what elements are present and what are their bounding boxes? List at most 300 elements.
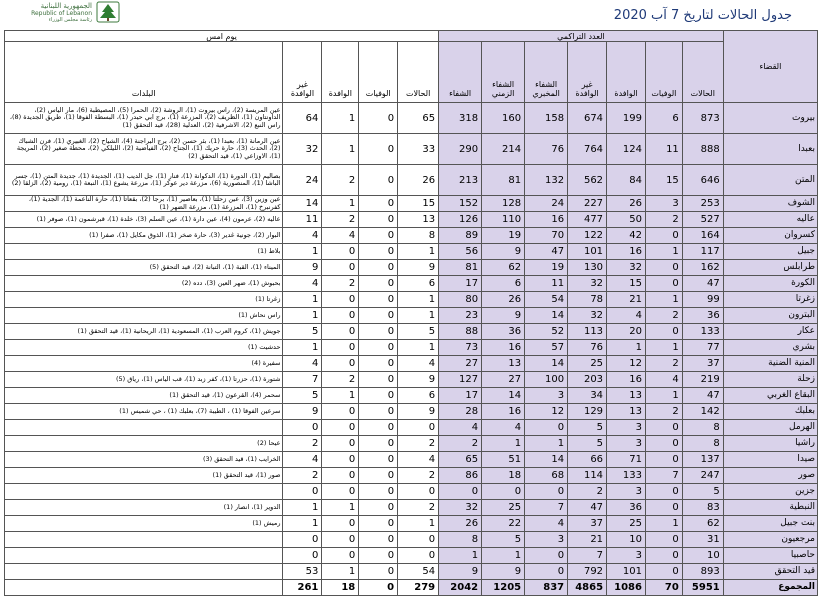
cell-total: 133 — [682, 324, 723, 340]
cell-recovered-lab: 16 — [525, 212, 568, 228]
cell-recovered-lab: 158 — [525, 103, 568, 134]
cell-non-arrivals: 113 — [568, 324, 607, 340]
cell-arrivals: 15 — [607, 276, 646, 292]
cell-non-arrivals: 122 — [568, 228, 607, 244]
cell-y-cases: 1 — [398, 516, 439, 532]
cell-non-arrivals: 7 — [568, 548, 607, 564]
cell-deaths: 2 — [645, 308, 682, 324]
cell-y-deaths: 0 — [359, 532, 398, 548]
cell-deaths: 1 — [645, 388, 682, 404]
cell-recovered-time: 25 — [482, 500, 525, 516]
cell-district: الشوف — [723, 196, 817, 212]
cell-recovered-time: 16 — [482, 404, 525, 420]
cell-y-arrivals: 0 — [322, 548, 359, 564]
cell-towns: حدشيت (1) — [5, 340, 283, 356]
cell-total: 117 — [682, 244, 723, 260]
cell-recovered-lab: 3 — [525, 388, 568, 404]
table-row — [5, 324, 818, 340]
cell-arrivals: 36 — [607, 500, 646, 516]
cell-y-non-arrivals: 9 — [283, 260, 322, 276]
col-district: القضاء — [723, 31, 817, 103]
cell-y-deaths: 0 — [359, 276, 398, 292]
cell-total: 137 — [682, 452, 723, 468]
cell-deaths: 0 — [645, 452, 682, 468]
cell-y-cases: 0 — [398, 420, 439, 436]
cell-total: 219 — [682, 372, 723, 388]
cell-y-cases: 2 — [398, 500, 439, 516]
cell-towns: رميش (1) — [5, 516, 283, 532]
cell-y-arrivals: 2 — [322, 372, 359, 388]
col-deaths: الوفيات — [645, 42, 682, 103]
cell-y-deaths: 0 — [359, 548, 398, 564]
cell-y-arrivals: 1 — [322, 500, 359, 516]
cell-recovered-lab: 3 — [525, 532, 568, 548]
cell-non-arrivals: 32 — [568, 276, 607, 292]
cell-recovered-time: 4 — [482, 420, 525, 436]
cell-y-non-arrivals: 1 — [283, 308, 322, 324]
cell-recovered-time: 22 — [482, 516, 525, 532]
cell-y-arrivals: 0 — [322, 452, 359, 468]
cell-recovered-time: 81 — [482, 165, 525, 196]
table-row — [5, 134, 818, 165]
cell-deaths: 3 — [645, 196, 682, 212]
cell-y-non-arrivals: 1 — [283, 292, 322, 308]
cell-district: الهرمل — [723, 420, 817, 436]
cell-y-non-arrivals: 2 — [283, 468, 322, 484]
cell-recovered: 8 — [439, 532, 482, 548]
cell-arrivals: 16 — [607, 372, 646, 388]
cell-recovered-lab: 57 — [525, 340, 568, 356]
cell-district: المتن — [723, 165, 817, 196]
cell-y-arrivals: 2 — [322, 165, 359, 196]
cell-y-arrivals: 0 — [322, 404, 359, 420]
cell-district: زحلة — [723, 372, 817, 388]
cell-total: 47 — [682, 388, 723, 404]
cell-deaths: 15 — [645, 165, 682, 196]
cell-recovered-lab: 100 — [525, 372, 568, 388]
table-row — [5, 404, 818, 420]
cell-recovered: 17 — [439, 276, 482, 292]
cell-towns: الخرايب (1)، قيد التحقق (3) — [5, 452, 283, 468]
cell-arrivals: 21 — [607, 292, 646, 308]
table-row — [5, 484, 818, 500]
cell-deaths: 0 — [645, 564, 682, 580]
cell-y-arrivals: 0 — [322, 340, 359, 356]
cell-recovered-time: 36 — [482, 324, 525, 340]
cell-total: 83 — [682, 500, 723, 516]
cell-y-cases: 9 — [398, 372, 439, 388]
cell-total: 893 — [682, 564, 723, 580]
cell-y-cases: 1 — [398, 292, 439, 308]
cell-y-deaths: 0 — [359, 134, 398, 165]
cell-arrivals: 32 — [607, 260, 646, 276]
cell-district: عاليه — [723, 212, 817, 228]
cell-towns — [5, 420, 283, 436]
cell-recovered-lab: 14 — [525, 356, 568, 372]
cell-arrivals: 12 — [607, 356, 646, 372]
col-recovered: الشفاء — [439, 42, 482, 103]
cell-district: راشيا — [723, 436, 817, 452]
cell-total: 47 — [682, 276, 723, 292]
cell-recovered-lab: 837 — [525, 580, 568, 596]
cell-y-arrivals: 0 — [322, 516, 359, 532]
cell-y-deaths: 0 — [359, 388, 398, 404]
cell-total: 62 — [682, 516, 723, 532]
cell-recovered-time: 27 — [482, 372, 525, 388]
cell-y-non-arrivals: 0 — [283, 484, 322, 500]
cell-towns: عين وزين (3)، عين زحلتا (1)، بعاصير (1)، برجا (2)، بقعاتا (1)، حارة الناعمة (1)، الجدية (1)، كفرنبرخ (1)، المزرعة (1)، مزرعة الضهر (1) — [5, 196, 283, 212]
cell-y-arrivals: 0 — [322, 468, 359, 484]
cell-recovered-time: 214 — [482, 134, 525, 165]
cell-y-cases: 26 — [398, 165, 439, 196]
cell-towns: عيحا (2) — [5, 436, 283, 452]
table-row — [5, 212, 818, 228]
table-row — [5, 228, 818, 244]
cell-recovered: 290 — [439, 134, 482, 165]
cell-non-arrivals: 764 — [568, 134, 607, 165]
cases-table-container — [4, 30, 818, 596]
cell-y-cases: 4 — [398, 452, 439, 468]
col-non-arrivals: غير الوافدة — [568, 42, 607, 103]
cell-arrivals: 71 — [607, 452, 646, 468]
cell-arrivals: 1 — [607, 340, 646, 356]
cell-y-arrivals: 18 — [322, 580, 359, 596]
cell-towns: سحمر (4)، القرعون (1)، قيد التحقق (1) — [5, 388, 283, 404]
col-y-cases: الحالات — [398, 42, 439, 103]
cell-y-non-arrivals: 4 — [283, 228, 322, 244]
cell-district: زغرتا — [723, 292, 817, 308]
cell-y-deaths: 0 — [359, 324, 398, 340]
cell-non-arrivals: 78 — [568, 292, 607, 308]
cell-y-non-arrivals: 4 — [283, 452, 322, 468]
cell-total: 8 — [682, 436, 723, 452]
cell-district: المنية الضنية — [723, 356, 817, 372]
cell-district: النبطية — [723, 500, 817, 516]
cell-arrivals: 42 — [607, 228, 646, 244]
cell-recovered-lab: 0 — [525, 420, 568, 436]
cell-recovered-lab: 4 — [525, 516, 568, 532]
cell-total: 253 — [682, 196, 723, 212]
cell-recovered: 152 — [439, 196, 482, 212]
cell-towns: الميناء (1)، القبة (1)، التبانة (2)، قيد التحقق (5) — [5, 260, 283, 276]
cell-deaths: 0 — [645, 420, 682, 436]
cell-recovered: 73 — [439, 340, 482, 356]
cell-towns: البوار (2)، جونية غدير (3)، حارة صخر (1)، الذوق مكايل (1)، صفرا (1) — [5, 228, 283, 244]
cell-district: الكورة — [723, 276, 817, 292]
col-y-arrivals: الوافدة — [322, 42, 359, 103]
cell-recovered: 28 — [439, 404, 482, 420]
cell-total: 31 — [682, 532, 723, 548]
cell-recovered-lab: 0 — [525, 564, 568, 580]
cell-y-non-arrivals: 9 — [283, 404, 322, 420]
cell-towns: شتورة (1)، حزرتا (1)، كفر زبد (1)، قب الياس (1)، رياق (5) — [5, 372, 283, 388]
cell-y-cases: 0 — [398, 532, 439, 548]
cell-non-arrivals: 34 — [568, 388, 607, 404]
group-cumulative: العدد التراكمي — [439, 31, 724, 42]
cell-y-deaths: 0 — [359, 260, 398, 276]
cell-total: 36 — [682, 308, 723, 324]
cell-towns: عين الرمانة (1)، بعبدا (1)، بئر حسن (2)، برج البراجنة (4)، الشياح (2)، الغبيري (1)، فرن الشباك (2)، الحدث (3)، حارة حريك (1)، الجناح (2)، الفياضية (2)، الليلكي (2)، محطة صغير (2)، المريجة (1)، الاوزاعي (1)، قيد التحقق (2) — [5, 134, 283, 165]
cell-y-deaths: 0 — [359, 516, 398, 532]
cell-recovered-lab: 0 — [525, 548, 568, 564]
cell-towns: الدوير (1)، انصار (1) — [5, 500, 283, 516]
cell-towns: عين المريسة (2)، راس بيروت (1)، الروشة (2)، الحمرا (5)، المصيطبة (6)، مار الياس (2)، الداونتاون (1)، الظريف (2)، المزرعة (1)، برج ابي حيدر (1)، البسطة الفوقا (1)، طريق الجديدة (8)، راس النبع (2)، الاشرفية (2)، العدلية (28)، قيد التحقق (1) — [5, 103, 283, 134]
cell-recovered-time: 13 — [482, 356, 525, 372]
cell-recovered: 9 — [439, 564, 482, 580]
cell-non-arrivals: 101 — [568, 244, 607, 260]
cell-y-deaths: 0 — [359, 103, 398, 134]
cell-y-cases: 6 — [398, 388, 439, 404]
cell-deaths: 0 — [645, 484, 682, 500]
cell-towns — [5, 484, 283, 500]
cell-towns: بلاط (1) — [5, 244, 283, 260]
cell-y-arrivals: 0 — [322, 324, 359, 340]
cell-total: 888 — [682, 134, 723, 165]
cell-y-deaths: 0 — [359, 468, 398, 484]
cell-total: 164 — [682, 228, 723, 244]
cell-recovered-time: 9 — [482, 564, 525, 580]
cell-recovered: 81 — [439, 260, 482, 276]
cell-recovered: 213 — [439, 165, 482, 196]
cell-recovered: 88 — [439, 324, 482, 340]
cell-district: صيدا — [723, 452, 817, 468]
cell-recovered-time: 5 — [482, 532, 525, 548]
cell-recovered: 86 — [439, 468, 482, 484]
cell-y-cases: 2 — [398, 436, 439, 452]
cell-arrivals: 1086 — [607, 580, 646, 596]
cell-y-non-arrivals: 1 — [283, 244, 322, 260]
cell-deaths: 0 — [645, 548, 682, 564]
cell-y-cases: 8 — [398, 228, 439, 244]
cell-district: بيروت — [723, 103, 817, 134]
cell-district: البقاع الغربي — [723, 388, 817, 404]
cell-arrivals: 84 — [607, 165, 646, 196]
cell-non-arrivals: 37 — [568, 516, 607, 532]
table-row — [5, 276, 818, 292]
col-towns: البلدات — [5, 42, 283, 103]
government-logo — [2, 0, 122, 26]
cell-y-deaths: 0 — [359, 404, 398, 420]
cell-deaths: 0 — [645, 324, 682, 340]
cell-deaths: 1 — [645, 244, 682, 260]
table-row — [5, 292, 818, 308]
table-row — [5, 468, 818, 484]
col-total: الحالات — [682, 42, 723, 103]
cell-y-deaths: 0 — [359, 165, 398, 196]
cell-y-cases: 13 — [398, 212, 439, 228]
cell-recovered-lab: 19 — [525, 260, 568, 276]
cell-recovered-lab: 52 — [525, 324, 568, 340]
cell-total: 873 — [682, 103, 723, 134]
cell-total: 247 — [682, 468, 723, 484]
cell-y-deaths: 0 — [359, 372, 398, 388]
cell-total: 77 — [682, 340, 723, 356]
cell-y-deaths: 0 — [359, 452, 398, 468]
cell-non-arrivals: 25 — [568, 356, 607, 372]
cell-y-deaths: 0 — [359, 340, 398, 356]
cell-y-non-arrivals: 1 — [283, 516, 322, 532]
table-row — [5, 420, 818, 436]
cell-recovered: 26 — [439, 516, 482, 532]
table-row — [5, 103, 818, 134]
cell-y-deaths: 0 — [359, 500, 398, 516]
table-row — [5, 244, 818, 260]
cell-deaths: 2 — [645, 356, 682, 372]
cell-y-cases: 33 — [398, 134, 439, 165]
cell-y-cases: 0 — [398, 484, 439, 500]
cell-arrivals: 4 — [607, 308, 646, 324]
cell-deaths: 1 — [645, 340, 682, 356]
cell-y-cases: 0 — [398, 548, 439, 564]
cell-district: بنت جبيل — [723, 516, 817, 532]
cell-towns: راس نحاش (1) — [5, 308, 283, 324]
cell-recovered-time: 26 — [482, 292, 525, 308]
cell-arrivals: 13 — [607, 404, 646, 420]
cell-recovered-lab: 70 — [525, 228, 568, 244]
cell-non-arrivals: 203 — [568, 372, 607, 388]
cell-deaths: 7 — [645, 468, 682, 484]
cell-y-non-arrivals: 4 — [283, 356, 322, 372]
cell-recovered: 23 — [439, 308, 482, 324]
cell-recovered: 65 — [439, 452, 482, 468]
cell-y-deaths: 0 — [359, 244, 398, 260]
col-recovered-lab: الشفاء المخبري — [525, 42, 568, 103]
cell-non-arrivals: 5 — [568, 420, 607, 436]
cell-y-cases: 9 — [398, 260, 439, 276]
cell-recovered-lab: 132 — [525, 165, 568, 196]
cell-non-arrivals: 76 — [568, 340, 607, 356]
cell-total: 5951 — [682, 580, 723, 596]
cell-arrivals: 133 — [607, 468, 646, 484]
cell-y-arrivals: 0 — [322, 420, 359, 436]
cell-deaths: 0 — [645, 260, 682, 276]
cell-towns — [5, 580, 283, 596]
cell-recovered-time: 128 — [482, 196, 525, 212]
cell-recovered: 318 — [439, 103, 482, 134]
cell-total: 37 — [682, 356, 723, 372]
cell-y-deaths: 0 — [359, 564, 398, 580]
table-row — [5, 196, 818, 212]
cell-district: بشري — [723, 340, 817, 356]
cell-y-non-arrivals: 5 — [283, 324, 322, 340]
cell-total: 646 — [682, 165, 723, 196]
cell-arrivals: 10 — [607, 532, 646, 548]
cell-y-non-arrivals: 14 — [283, 196, 322, 212]
cell-district: طرابلس — [723, 260, 817, 276]
cell-district: عكار — [723, 324, 817, 340]
cell-non-arrivals: 674 — [568, 103, 607, 134]
cell-total: 5 — [682, 484, 723, 500]
cell-arrivals: 16 — [607, 244, 646, 260]
cell-recovered-time: 110 — [482, 212, 525, 228]
cell-y-cases: 1 — [398, 244, 439, 260]
cell-district: بعبدا — [723, 134, 817, 165]
cell-non-arrivals: 562 — [568, 165, 607, 196]
table-row — [5, 548, 818, 564]
cell-towns — [5, 532, 283, 548]
cell-y-non-arrivals: 0 — [283, 420, 322, 436]
cell-arrivals: 3 — [607, 484, 646, 500]
cell-recovered: 2042 — [439, 580, 482, 596]
cell-y-non-arrivals: 0 — [283, 548, 322, 564]
cell-recovered-lab: 11 — [525, 276, 568, 292]
cell-y-arrivals: 0 — [322, 436, 359, 452]
cell-deaths: 0 — [645, 500, 682, 516]
cell-y-arrivals: 0 — [322, 244, 359, 260]
cell-recovered-time: 14 — [482, 388, 525, 404]
cell-recovered: 4 — [439, 420, 482, 436]
cell-total: 99 — [682, 292, 723, 308]
cell-recovered-time: 9 — [482, 308, 525, 324]
table-row — [5, 500, 818, 516]
cell-y-cases: 1 — [398, 340, 439, 356]
cell-arrivals: 50 — [607, 212, 646, 228]
cell-y-non-arrivals: 5 — [283, 388, 322, 404]
cell-district: قيد التحقق — [723, 564, 817, 580]
cell-non-arrivals: 21 — [568, 532, 607, 548]
cell-recovered: 0 — [439, 484, 482, 500]
table-row — [5, 372, 818, 388]
cell-towns: بحبوش (1)، ضهر العين (3)، دده (2) — [5, 276, 283, 292]
cases-table — [4, 30, 818, 596]
cell-y-non-arrivals: 32 — [283, 134, 322, 165]
cell-arrivals: 3 — [607, 420, 646, 436]
cell-y-arrivals: 2 — [322, 212, 359, 228]
cell-recovered-time: 16 — [482, 340, 525, 356]
cell-recovered-time: 51 — [482, 452, 525, 468]
cell-y-deaths: 0 — [359, 484, 398, 500]
cell-total: 10 — [682, 548, 723, 564]
cell-recovered-lab: 76 — [525, 134, 568, 165]
cell-y-non-arrivals: 0 — [283, 532, 322, 548]
cell-non-arrivals: 477 — [568, 212, 607, 228]
cell-deaths: 2 — [645, 404, 682, 420]
cell-y-deaths: 0 — [359, 228, 398, 244]
cell-y-cases: 279 — [398, 580, 439, 596]
cell-non-arrivals: 129 — [568, 404, 607, 420]
cell-recovered-lab: 14 — [525, 308, 568, 324]
cell-total: 142 — [682, 404, 723, 420]
cell-arrivals: 101 — [607, 564, 646, 580]
cell-towns: زغرتا (1) — [5, 292, 283, 308]
cell-y-cases: 65 — [398, 103, 439, 134]
cell-non-arrivals: 114 — [568, 468, 607, 484]
cell-arrivals: 25 — [607, 516, 646, 532]
cell-y-cases: 4 — [398, 356, 439, 372]
cell-y-arrivals: 1 — [322, 103, 359, 134]
cell-total: 162 — [682, 260, 723, 276]
cell-y-arrivals: 2 — [322, 276, 359, 292]
cell-y-arrivals: 0 — [322, 356, 359, 372]
cell-y-arrivals: 0 — [322, 308, 359, 324]
col-arrivals: الوافدة — [607, 42, 646, 103]
cell-y-non-arrivals: 261 — [283, 580, 322, 596]
cell-recovered-time: 6 — [482, 276, 525, 292]
cell-non-arrivals: 4865 — [568, 580, 607, 596]
table-row — [5, 436, 818, 452]
cell-recovered: 2 — [439, 436, 482, 452]
cell-recovered-lab: 47 — [525, 244, 568, 260]
cell-non-arrivals: 32 — [568, 308, 607, 324]
cell-y-deaths: 0 — [359, 292, 398, 308]
cell-towns: سرعين الفوقا (1) ، الطيبة (7)، بعلبك (1) ، حي شميس (1) — [5, 404, 283, 420]
cell-y-arrivals: 1 — [322, 388, 359, 404]
cell-arrivals: 3 — [607, 436, 646, 452]
cell-y-arrivals: 1 — [322, 134, 359, 165]
cell-arrivals: 124 — [607, 134, 646, 165]
logo-text-english: Republic of Lebanon — [31, 10, 92, 17]
cell-deaths: 1 — [645, 292, 682, 308]
